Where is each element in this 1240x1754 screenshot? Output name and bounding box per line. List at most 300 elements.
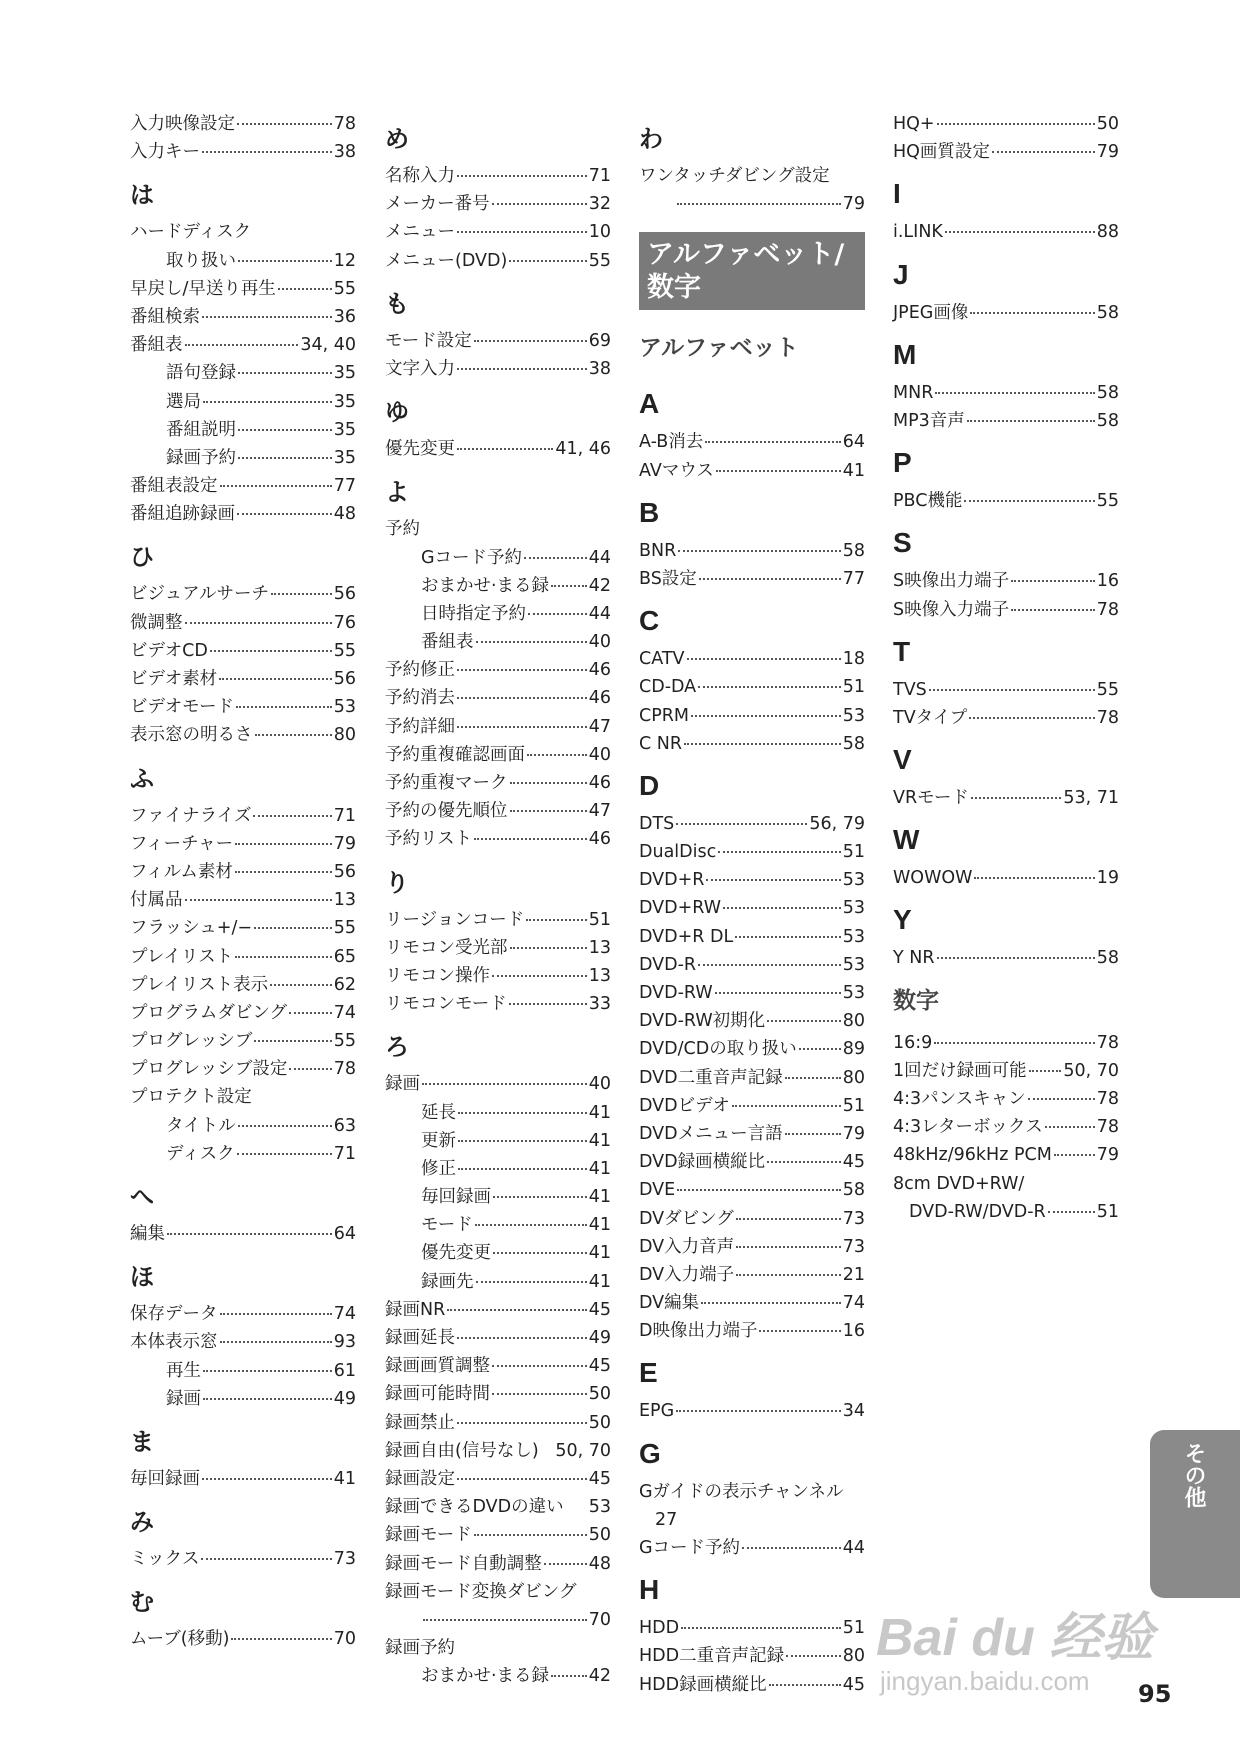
dot-leader (457, 448, 553, 450)
kana-heading: め (385, 125, 409, 153)
entry-term: 録画NR (385, 1299, 446, 1320)
entry-page-ref: 55 (333, 918, 356, 939)
dot-leader (493, 1196, 587, 1198)
letter-heading: T (893, 635, 911, 667)
entry-term: リモコンモード (385, 994, 507, 1015)
index-entry (385, 1296, 611, 1324)
entry-term: モード (421, 1215, 473, 1236)
dot-leader (691, 715, 841, 717)
dot-leader (457, 1478, 587, 1480)
entry-term: ビデオCD (130, 640, 208, 661)
entry-term: メニュー(DVD) (385, 250, 508, 271)
index-entry (385, 628, 611, 656)
dot-leader (185, 622, 332, 624)
dot-leader (676, 1410, 841, 1412)
index-entry (639, 1478, 865, 1506)
index-entry (639, 866, 865, 894)
entry-term: 保存データ (130, 1304, 218, 1325)
index-entry (639, 1289, 865, 1317)
entry-term: ディスク (166, 1143, 235, 1164)
entry-page-ref: 48 (588, 1553, 611, 1574)
entry-term: 予約の優先順位 (385, 801, 508, 822)
entry-term: 4:3レターボックス (893, 1117, 1043, 1138)
entry-page-ref: 55 (1096, 491, 1119, 512)
kana-heading: ひ (130, 543, 154, 572)
entry-term: C NR (639, 733, 683, 754)
entry-term: 番組表設定 (130, 476, 218, 497)
dot-leader (551, 585, 587, 587)
entry-page-ref: 50 (588, 1384, 611, 1405)
index-entry (130, 665, 356, 693)
entry-term: タイトル (166, 1115, 236, 1136)
entry-page-ref: 45 (588, 1299, 611, 1320)
dot-leader (476, 641, 587, 643)
entry-term: リモコン受光部 (385, 937, 508, 958)
dot-leader (238, 260, 332, 262)
index-entry (893, 1029, 1119, 1057)
entry-term: 予約修正 (385, 660, 455, 681)
dot-leader (1011, 580, 1095, 582)
dot-leader (237, 513, 332, 515)
dot-leader (457, 1337, 587, 1339)
dot-leader (715, 992, 841, 994)
kana-heading: む (130, 1588, 154, 1617)
index-entry (639, 810, 865, 838)
dot-leader (457, 175, 587, 177)
entry-page-ref: 77 (842, 568, 865, 589)
kana-heading: ゆ (385, 398, 409, 427)
entry-term: DVD/CDの取り扱い (639, 1039, 797, 1060)
entry-term: 修正 (421, 1158, 456, 1179)
index-entry (639, 1317, 865, 1345)
dot-leader (423, 1619, 587, 1621)
entry-term: 録画モード自動調整 (385, 1553, 542, 1574)
entry-page-ref: 35 (333, 419, 356, 440)
entry-page-ref: 79 (842, 1123, 865, 1144)
entry-page-ref: 79 (842, 194, 865, 215)
entry-term: プロテクト設定 (130, 1087, 252, 1108)
entry-term: 選局 (166, 391, 201, 412)
entry-term: 番組表 (130, 335, 183, 356)
entry-page-ref: 10 (588, 222, 611, 243)
dot-leader (677, 1189, 841, 1191)
entry-term: 入力キー (130, 142, 200, 163)
letter-heading: S (893, 527, 912, 559)
index-entry (893, 596, 1119, 624)
dot-leader (937, 957, 1095, 959)
dot-leader (185, 344, 299, 346)
dot-leader (698, 686, 841, 688)
dot-leader (1029, 1070, 1062, 1072)
entry-page-ref: 41, 46 (555, 439, 611, 460)
kana-heading: わ (639, 125, 663, 153)
entry-term: ミックス (130, 1549, 200, 1570)
letter-heading: C (639, 605, 660, 637)
entry-page-ref: 34 (842, 1401, 865, 1422)
index-entry (130, 416, 356, 444)
entry-term: ビジュアルサーチ (130, 584, 269, 605)
index-entry (130, 971, 356, 999)
entry-term: MNR (893, 382, 934, 403)
entry-page-ref: 35 (333, 391, 356, 412)
index-entry (385, 684, 611, 712)
entry-term: HDD二重音声記録 (639, 1646, 785, 1667)
dot-leader (1028, 1098, 1095, 1100)
entry-page-ref: 71 (333, 805, 356, 826)
index-entry (639, 1205, 865, 1233)
index-column-1 (130, 110, 356, 1654)
entry-page-ref: 13 (588, 965, 611, 986)
section-side-tab[interactable] (1150, 1430, 1240, 1598)
index-entry (639, 537, 865, 565)
index-entry (639, 1506, 865, 1534)
dot-leader (705, 441, 840, 443)
entry-term: HDD録画横縦比 (639, 1674, 767, 1695)
letter-heading: J (893, 258, 909, 290)
dot-leader (185, 899, 332, 901)
entry-page-ref: 46 (588, 688, 611, 709)
watermark-url: jingyan.baidu.com (880, 1666, 1090, 1696)
index-entry (385, 713, 611, 741)
entry-page-ref: 78 (333, 1059, 356, 1080)
dot-leader (510, 810, 587, 812)
entry-page-ref: 93 (333, 1332, 356, 1353)
index-entry (893, 218, 1119, 246)
entry-term: 付属品 (130, 890, 183, 911)
index-entry (130, 1220, 356, 1248)
entry-page-ref: 34, 40 (300, 335, 356, 356)
entry-page-ref: 80 (333, 725, 356, 746)
index-entry (130, 331, 356, 359)
index-entry (130, 218, 356, 246)
entry-page-ref: 50 (1096, 114, 1119, 134)
entry-term: ファイナライズ (130, 805, 252, 826)
entry-page-ref: 45 (842, 1674, 865, 1695)
dot-leader (457, 669, 587, 671)
index-entry (130, 637, 356, 665)
index-entry (385, 1099, 611, 1127)
index-entry (385, 327, 611, 355)
dot-leader (509, 260, 586, 262)
index-entry (130, 858, 356, 886)
entry-page-ref: 42 (588, 1666, 611, 1687)
entry-page-ref: 44 (588, 603, 611, 624)
entry-page-ref: 58 (842, 1180, 865, 1201)
dot-leader (676, 823, 807, 825)
entry-page-ref: 41 (588, 1243, 611, 1264)
entry-page-ref: 79 (1096, 1145, 1119, 1166)
index-entry (385, 1127, 611, 1155)
entry-term: プレイリスト表示 (130, 974, 269, 995)
entry-page-ref: 41 (588, 1102, 611, 1123)
entry-term: 録画自由(信号なし) (385, 1440, 539, 1461)
dot-leader (235, 871, 332, 873)
index-entry (639, 673, 865, 701)
entry-term: 文字入力 (385, 358, 455, 379)
index-entry (893, 138, 1119, 166)
dot-leader (699, 578, 841, 580)
entry-page-ref: 56 (333, 669, 356, 689)
index-entry (385, 1606, 611, 1634)
entry-page-ref: 41 (588, 1215, 611, 1236)
entry-page-ref: 77 (333, 476, 356, 497)
entry-page-ref: 64 (333, 1224, 356, 1244)
entry-page-ref: 53 (588, 1497, 611, 1518)
index-entry (385, 1070, 611, 1098)
entry-term: プログラムダビング (130, 1002, 287, 1023)
index-entry (639, 838, 865, 866)
index-entry (385, 1521, 611, 1549)
entry-term: メーカー番号 (385, 194, 490, 215)
entry-term: ワンタッチダビング設定 (639, 166, 830, 186)
watermark-brand: Bai du 经验 (876, 1609, 1154, 1667)
index-entry (639, 1261, 865, 1289)
index-entry (639, 730, 865, 758)
entry-term: AVマウス (639, 460, 714, 481)
dot-leader (236, 706, 332, 708)
index-entry (130, 275, 356, 303)
kana-heading: ふ (130, 764, 154, 793)
entry-page-ref: 21 (842, 1264, 865, 1285)
entry-term: Gコード予約 (639, 1538, 741, 1558)
dot-leader (238, 372, 332, 374)
index-entry (639, 894, 865, 922)
index-entry (130, 999, 356, 1027)
entry-term: フラッシュ+/− (130, 918, 253, 939)
entry-page-ref: 53 (842, 954, 865, 975)
kana-heading: よ (385, 478, 409, 507)
page-number: 95 (1138, 1680, 1172, 1708)
letter-heading: V (893, 744, 912, 776)
entry-term: 1回だけ録画可能 (893, 1060, 1027, 1081)
watermark (876, 1595, 1153, 1697)
entry-page-ref: 38 (333, 142, 356, 163)
entry-page-ref: 16 (1096, 571, 1119, 592)
entry-term: 毎回録画 (130, 1468, 200, 1489)
entry-page-ref: 41 (588, 1271, 611, 1292)
index-entry (385, 1634, 611, 1662)
entry-page-ref: 44 (842, 1538, 865, 1558)
dot-leader (458, 1112, 587, 1114)
kana-heading: へ (130, 1183, 154, 1211)
index-entry (639, 1176, 865, 1204)
index-column-4 (893, 110, 1119, 1226)
kana-heading: は (130, 181, 154, 210)
dot-leader (220, 1341, 332, 1343)
entry-page-ref: 58 (1096, 948, 1119, 969)
index-entry (385, 544, 611, 572)
entry-term: モード設定 (385, 330, 472, 351)
entry-page-ref: 38 (588, 358, 611, 379)
entry-term: CD-DA (639, 677, 697, 698)
index-entry (130, 1027, 356, 1055)
entry-page-ref: 13 (588, 937, 611, 958)
entry-term: 取り扱い (166, 250, 236, 271)
entry-term: フィルム素材 (130, 861, 233, 882)
entry-term: HQ画質設定 (893, 142, 990, 163)
entry-term: 8cm DVD+RW/ (893, 1173, 1025, 1194)
entry-page-ref: 41 (588, 1158, 611, 1179)
entry-term: DVE (639, 1180, 676, 1201)
entry-term: DVD二重音声記録 (639, 1067, 783, 1088)
dot-leader (551, 1675, 587, 1677)
entry-term: 録画禁止 (385, 1412, 455, 1433)
index-entry (130, 1112, 356, 1140)
entry-page-ref: 73 (333, 1549, 356, 1570)
entry-page-ref: 78 (1096, 1032, 1119, 1053)
index-entry (639, 1092, 865, 1120)
index-entry (639, 1534, 865, 1562)
index-entry (639, 1614, 865, 1642)
dot-leader (969, 717, 1094, 719)
entry-page-ref: 32 (588, 194, 611, 215)
entry-page-ref: 51 (842, 677, 865, 698)
dot-leader (785, 1077, 841, 1079)
entry-term: TVタイプ (893, 707, 968, 728)
index-entry (130, 472, 356, 500)
dot-leader (238, 429, 332, 431)
entry-term: 録画延長 (385, 1328, 455, 1348)
dot-leader (736, 1246, 841, 1248)
entry-page-ref: 78 (1096, 707, 1119, 728)
index-entry (385, 906, 611, 934)
entry-term: DV編集 (639, 1293, 700, 1314)
letter-heading: W (893, 824, 920, 856)
dot-leader (527, 754, 587, 756)
entry-term: DVダビング (639, 1208, 734, 1229)
dot-leader (458, 1140, 587, 1142)
dot-leader (974, 877, 1094, 879)
entry-page-ref: 53 (842, 926, 865, 947)
entry-page-ref: 74 (333, 1002, 356, 1023)
dot-leader (253, 815, 331, 817)
dot-leader (237, 1153, 332, 1155)
entry-page-ref: 55 (333, 640, 356, 661)
dot-leader (289, 1068, 331, 1070)
entry-page-ref: 53 (842, 898, 865, 919)
entry-page-ref: 48 (333, 504, 356, 525)
entry-page-ref: 58 (842, 540, 865, 561)
index-entry (130, 802, 356, 830)
entry-term: 毎回録画 (421, 1187, 491, 1208)
index-entry (639, 923, 865, 951)
dot-leader (742, 1547, 841, 1549)
dot-leader (457, 726, 587, 728)
dot-leader (934, 1042, 1094, 1044)
dot-leader (457, 1422, 587, 1424)
entry-term: 優先変更 (421, 1243, 491, 1264)
index-entry (385, 1493, 611, 1521)
index-entry (385, 1324, 611, 1352)
index-entry (130, 444, 356, 472)
entry-term: DTS (639, 813, 675, 834)
entry-term: ビデオ素材 (130, 669, 218, 689)
index-entry (639, 1642, 865, 1670)
dot-leader (684, 743, 841, 745)
dot-leader (524, 557, 587, 559)
dot-leader (723, 907, 841, 909)
dot-leader (270, 984, 332, 986)
entry-page-ref: 35 (333, 447, 356, 468)
entry-page-ref: 79 (1096, 142, 1119, 163)
dot-leader (992, 151, 1095, 153)
dot-leader (238, 1125, 332, 1127)
entry-term: 27 (655, 1509, 678, 1530)
index-entry (893, 1141, 1119, 1169)
entry-page-ref: 51 (588, 909, 611, 930)
entry-page-ref: 41 (333, 1468, 356, 1489)
dot-leader (202, 151, 332, 153)
index-entry (385, 1465, 611, 1493)
entry-page-ref: 51 (842, 1618, 865, 1639)
entry-term: EPG (639, 1401, 675, 1422)
entry-term: VRモード (893, 788, 969, 809)
dot-leader (929, 689, 1095, 691)
entry-term: MP3音声 (893, 410, 965, 431)
dot-leader (474, 340, 587, 342)
entry-page-ref: 47 (588, 716, 611, 737)
entry-page-ref: 51 (1096, 1201, 1119, 1222)
letter-heading: M (893, 338, 917, 370)
entry-term: JPEG画像 (893, 302, 969, 323)
dot-leader (1054, 1154, 1095, 1156)
entry-term: 延長 (421, 1102, 456, 1123)
index-entry (385, 572, 611, 600)
entry-page-ref: 88 (1096, 222, 1119, 243)
entry-term: 優先変更 (385, 439, 455, 460)
entry-page-ref: 70 (588, 1609, 611, 1630)
entry-term: 録画 (385, 1074, 420, 1095)
entry-page-ref: 58 (1096, 302, 1119, 323)
dot-leader (474, 1534, 587, 1536)
entry-term: WOWOW (893, 868, 973, 889)
entry-term: PBC機能 (893, 491, 963, 512)
index-entry (639, 1120, 865, 1148)
section-title-block: アルファベット/ 数字 (639, 232, 865, 310)
index-entry (893, 299, 1119, 327)
entry-term: TVS (893, 679, 927, 700)
entry-term: DVDビデオ (639, 1095, 730, 1116)
index-entry (385, 1352, 611, 1380)
entry-term: HDD (639, 1618, 680, 1639)
entry-term: 番組説明 (166, 419, 236, 440)
entry-page-ref: 70 (333, 1629, 356, 1650)
index-entry (385, 435, 611, 463)
entry-term: 予約 (385, 519, 420, 540)
index-entry (893, 1113, 1119, 1141)
entry-term: 番組追跡録画 (130, 504, 235, 525)
index-entry (385, 515, 611, 543)
entry-term: プレイリスト (130, 946, 234, 967)
side-tab-label: その他 (1181, 1442, 1206, 1508)
entry-term: 録画予約 (166, 447, 236, 468)
dot-leader (736, 1218, 841, 1220)
dot-leader (447, 1309, 586, 1311)
entry-term: A-B消去 (639, 432, 704, 453)
dot-leader (219, 678, 332, 680)
index-entry (385, 162, 611, 190)
entry-term: ビデオモード (130, 697, 234, 718)
entry-page-ref: 69 (588, 330, 611, 351)
entry-term: 16:9 (893, 1032, 933, 1053)
entry-term: メニュー (385, 222, 455, 243)
entry-page-ref: 64 (842, 432, 865, 453)
entry-term: リモコン操作 (385, 965, 490, 986)
index-entry (385, 741, 611, 769)
entry-page-ref: 61 (333, 1360, 356, 1381)
entry-term: 録画できるDVDの違い (385, 1497, 564, 1518)
entry-term: DV入力音声 (639, 1236, 735, 1257)
